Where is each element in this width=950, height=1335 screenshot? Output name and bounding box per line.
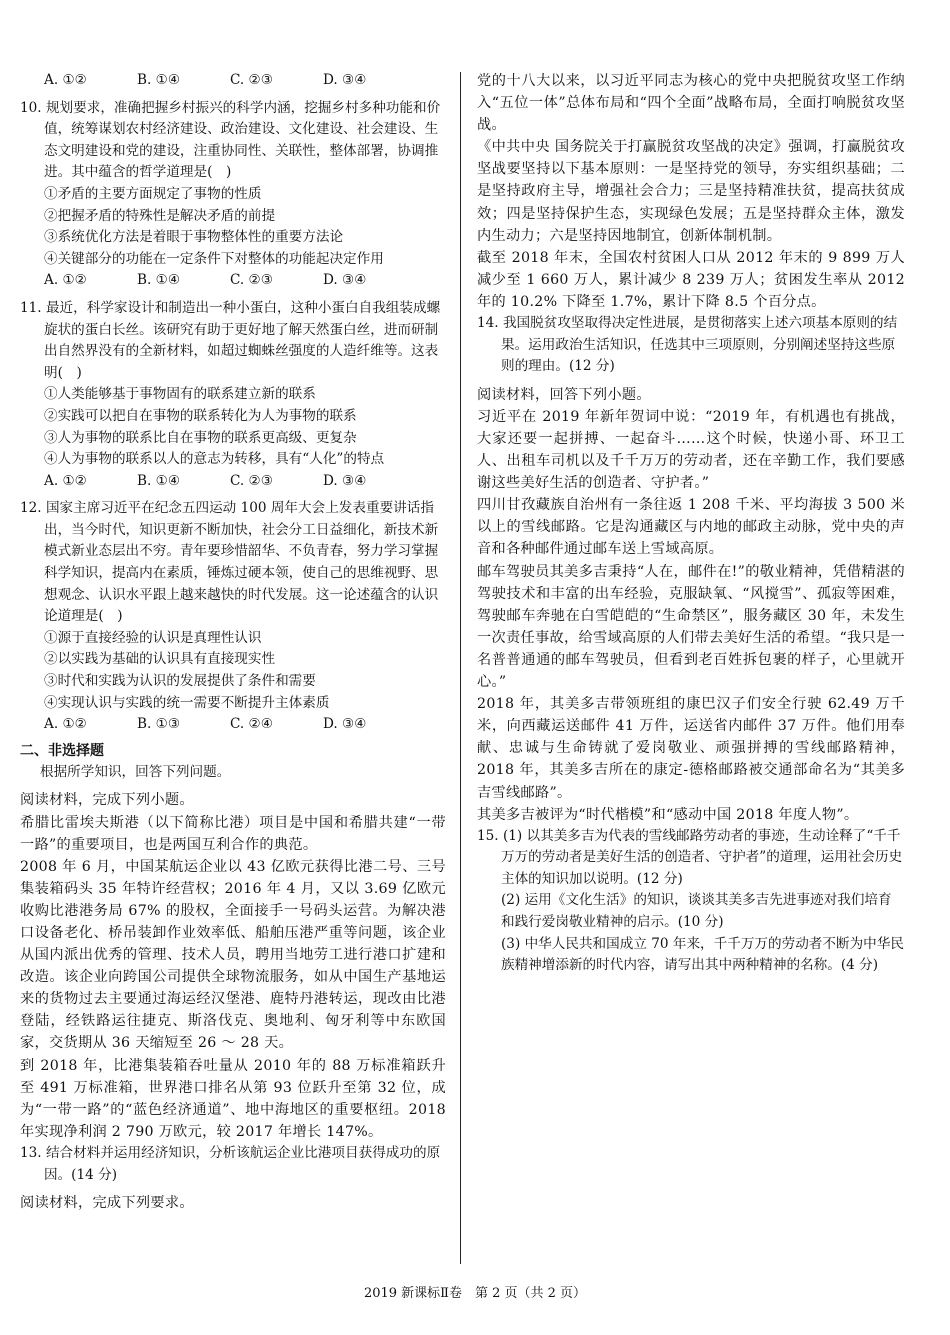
material-paragraph: 习近平在 2019 年新年贺词中说：“2019 年，有机遇也有挑战，大家还要一起拼搏、一起奋斗……这个时候，快递小哥、环卫工人、出租车司机以及千千万万的劳动者，还在辛勤工作，我们要感谢这些美好生活的创造者、守护者。”	[477, 408, 905, 492]
section-title: 二、非选择题	[20, 742, 104, 759]
choice-d: D. ③④	[323, 72, 367, 88]
reading-intro-2: 阅读材料，完成下列要求。	[20, 1195, 194, 1212]
question-11	[20, 298, 446, 492]
page-footer: 2019 新课标Ⅱ卷 第 2 页（共 2 页）	[363, 1286, 587, 1301]
choice-c: C. ②③	[230, 272, 273, 289]
choice-row	[20, 714, 446, 736]
option-2: ②实践可以把自在事物的联系转化为人为事物的联系	[44, 407, 357, 424]
material-paragraph: 其美多吉被评为“时代楷模”和“感动中国 2018 年度人物”。	[477, 806, 859, 823]
left-column	[20, 70, 446, 1214]
question-10	[20, 98, 446, 292]
choice-row	[20, 270, 446, 292]
option-2: ②把握矛盾的特殊性是解决矛盾的前提	[44, 207, 276, 224]
reading-material-2	[477, 70, 905, 313]
material-paragraph: 党的十八大以来，以习近平同志为核心的党中央把脱贫攻坚工作纳入“五位一体”总体布局和“四个全面”战略布局，全面打响脱贫攻坚战。	[477, 73, 905, 134]
material-paragraph: 2018 年，其美多吉带领班组的康巴汉子们安全行驶 62.49 万千米，向西藏运送邮件 41 万件，运送省内邮件 37 万件。他们用奉献、忠诚与生命铸就了爱岗敬业、顽强拼搏的雪线邮路精神，2018 年，其美多吉所在的康定-德格邮路被交通部命名为“其美多吉雪线邮路”。	[477, 696, 905, 801]
question-stem: 12. 国家主席习近平在纪念五四运动 100 周年大会上发表重要讲话指出，当今时代，知识更新不断加快，社会分工日益细化，新技术新模式新业态层出不穷。青年要珍惜韶华、不负青春，努力学习掌握科学知识，提高内在素质，锤炼过硬本领，使自己的思维视野、思想观念、认识水平跟上越来越快的时代发展。这一论述蕴含的认识论道理是( )	[20, 500, 439, 625]
choice-c: C. ②③	[230, 472, 273, 489]
reading-material-3	[477, 384, 905, 826]
option-1: ①矛盾的主要方面规定了事物的性质	[44, 185, 262, 202]
section-intro: 根据所学知识，回答下列问题。	[40, 763, 231, 780]
question-14	[477, 313, 905, 378]
choice-d: D. ③④	[323, 472, 367, 489]
question-15-part-2: (2) 运用《文化生活》的知识，谈谈其美多吉先进事迹对我们培育和践行爱岗敬业精神的启示。(10 分)	[501, 892, 892, 931]
question-15-part-1: 15. (1) 以其美多吉为代表的雪线邮路劳动者的事迹，生动诠释了“千千万万的劳动者是美好生活的创造者、守护者”的道理，运用社会历史主体的知识加以说明。(12 分)	[477, 827, 903, 887]
choice-b: B. ①④	[137, 272, 181, 289]
material-paragraph: 邮车驾驶员其美多吉秉持“人在，邮件在!”的敬业精神，凭借精湛的驾驶技术和丰富的出车经验，克服缺氧、“风搅雪”、孤寂等困难，驾驶邮车奔驰在白雪皑皑的“生命禁区”，服务藏区 30 年，未发生一次责任事故，给雪域高原的人们带去美好生活的希望。“我只是一名普普通通的邮车驾驶员，但看到老百姓拆包裹的样子，心里就开心。”	[477, 563, 905, 691]
material-paragraph: 到 2018 年，比港集装箱吞吐量从 2010 年的 88 万标准箱跃升至 491 万标准箱，世界港口排名从第 93 位跃升至第 32 位，成为“一带一路”的“蓝色经济通道”、地中海地区的重要枢纽。2018 年实现净利润 2 790 万欧元，较 2017 年增长 147%。	[20, 1057, 446, 1140]
question-stem: 10. 规划要求，准确把握乡村振兴的科学内涵，挖掘乡村多种功能和价值，统筹谋划农村经济建设、政治建设、文化建设、社会建设、生态文明建设和党的建设，注重协同性、关联性，整体部署，协调推进。其中蕴含的哲学道理是( )	[20, 99, 441, 181]
question-13	[20, 1143, 446, 1186]
question-stem: 14. 我国脱贫攻坚取得决定性进展，是贯彻落实上述六项基本原则的结果。运用政治生活知识，任选其中三项原则，分别阐述坚持这些原则的理由。(12 分)	[477, 315, 898, 375]
question-9-choices	[20, 70, 446, 92]
option-2: ②以实践为基础的认识具有直接现实性	[44, 651, 276, 668]
question-15	[477, 826, 905, 977]
right-column	[477, 70, 905, 977]
choice-c: C. ②③	[230, 72, 273, 88]
choice-row	[20, 471, 446, 493]
reading-material-1	[20, 789, 446, 1143]
question-stem: 11. 最近，科学家设计和制造出一种小蛋白，这种小蛋白自我组装成螺旋状的蛋白长丝。该研究有助于更好地了解天然蛋白丝，进而研制出自然界没有的全新材料，如超过蜘蛛丝强度的人造纤维等。这表明( )	[20, 299, 441, 381]
material-paragraph: 希腊比雷埃夫斯港（以下简称比港）项目是中国和希腊共建“一带一路”的重要项目，也是两国互利合作的典范。	[20, 814, 446, 853]
choice-b: B. ①④	[137, 72, 181, 88]
option-4: ④实现认识与实践的统一需要不断提升主体素质	[44, 694, 330, 711]
choice-b: B. ①④	[137, 472, 181, 489]
question-stem: 13. 结合材料并运用经济知识，分析该航运企业比港项目获得成功的原因。(14 分)	[20, 1144, 441, 1183]
choice-d: D. ③④	[323, 716, 367, 733]
option-1: ①人类能够基于事物固有的联系建立新的联系	[44, 386, 316, 403]
choice-a: A. ①②	[44, 716, 87, 733]
option-3: ③时代和实践为认识的发展提供了条件和需要	[44, 673, 316, 690]
choice-a: A. ①②	[44, 472, 87, 489]
material-paragraph: 截至 2018 年末，全国农村贫困人口从 2012 年末的 9 899 万人减少至 1 660 万人，累计减少 8 239 万人；贫困发生率从 2012 年的 10.2% 下降至 1.7%，累计下降 8.5 个百分点。	[477, 249, 905, 310]
question-15-part-3: (3) 中华人民共和国成立 70 年来，千千万万的劳动者不断为中华民族精神增添新的时代内容，请写出其中两种精神的名称。(4 分)	[501, 935, 904, 974]
material-paragraph: 《中共中央 国务院关于打赢脱贫攻坚战的决定》强调，打赢脱贫攻坚战要坚持以下基本原则：一是坚持党的领导，夯实组织基础；二是坚持政府主导，增强社会合力；三是坚持精准扶贫，提高扶贫成效；四是坚持保护生态，实现绿色发展；五是坚持群众主体，激发内生动力；六是坚持因地制宜，创新体制机制。	[477, 139, 905, 244]
reading-intro: 阅读材料，回答下列小题。	[477, 386, 651, 403]
question-12	[20, 498, 446, 736]
choice-c: C. ②④	[230, 716, 273, 733]
option-1: ①源于直接经验的认识是真理性认识	[44, 629, 262, 646]
choice-d: D. ③④	[323, 272, 367, 289]
option-4: ④关键部分的功能在一定条件下对整体的功能起决定作用	[44, 250, 384, 267]
choice-a: A. ①②	[44, 72, 87, 88]
option-4: ④人为事物的联系以人的意志为转移，具有“人化”的特点	[44, 451, 385, 468]
material-paragraph: 四川甘孜藏族自治州有一条往返 1 208 千米、平均海拔 3 500 米以上的雪线邮路。它是沟通藏区与内地的邮政主动脉，党中央的声音和各种邮件通过邮车送上雪域高原。	[477, 497, 905, 558]
material-paragraph: 2008 年 6 月，中国某航运企业以 43 亿欧元获得比港二号、三号集装箱码头 35 年特许经营权；2016 年 4 月，又以 3.69 亿欧元收购比港港务局 67% 的股权，全面接手一号码头运营。为解决港口设备老化、桥吊装卸作业效率低、船舶压港严重等问题，该企业从国内派出优秀的管理、技术人员，聘用当地劳工进行港口扩建和改造。该企业向跨国公司提供全球物流服务，如从中国生产基地运来的货物过去主要通过海运经汉堡港、鹿特丹港转运，现改由比港登陆，经铁路运往捷克、斯洛伐克、奥地利、匈牙利等中东欧国家，交货期从 36 天缩短至 26 ～ 28 天。	[20, 858, 446, 1052]
choice-row	[20, 70, 446, 92]
choice-b: B. ①③	[137, 716, 181, 733]
reading-intro: 阅读材料，完成下列小题。	[20, 792, 194, 809]
column-divider	[460, 72, 461, 1264]
choice-a: A. ①②	[44, 272, 87, 289]
option-3: ③人为事物的联系比自在事物的联系更高级、更复杂	[44, 429, 357, 446]
option-3: ③系统优化方法是着眼于事物整体性的重要方法论	[44, 229, 344, 246]
